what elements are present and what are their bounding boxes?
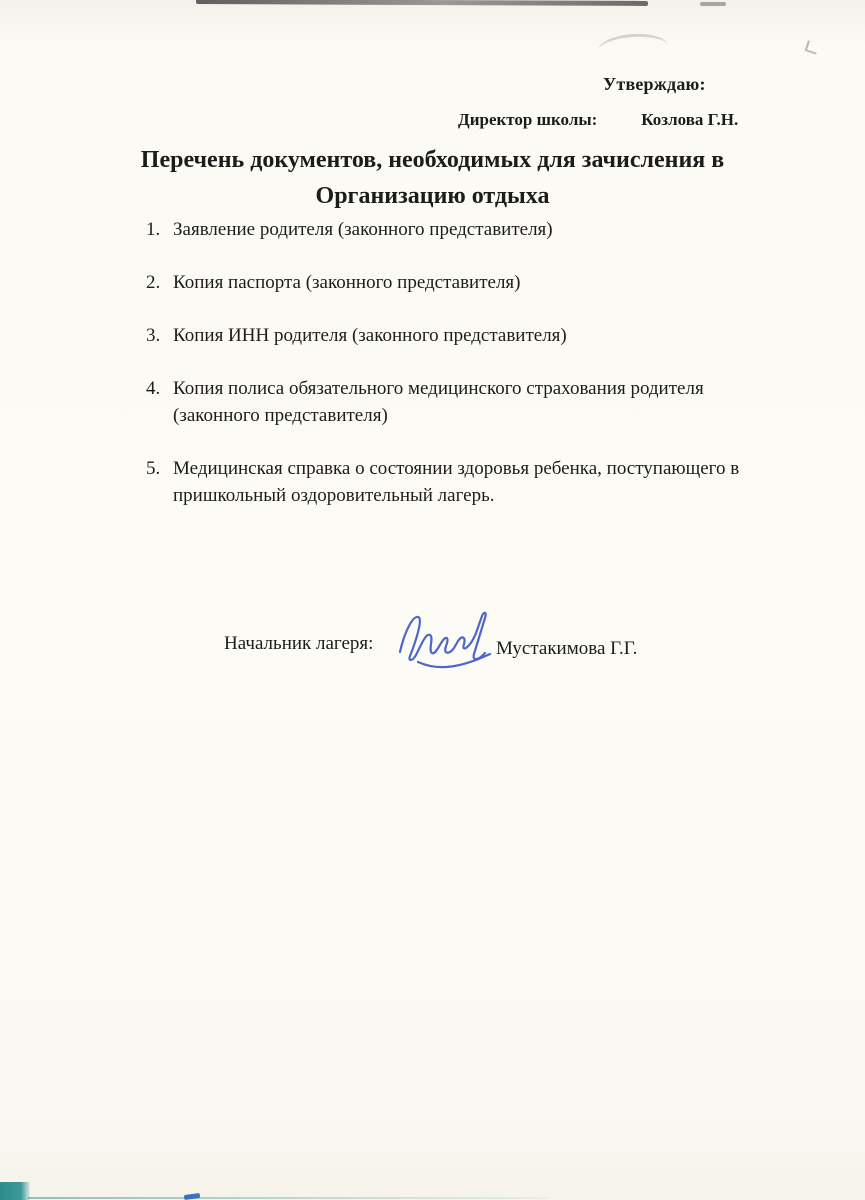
director-row [458, 110, 738, 130]
approval-label: Утверждаю: [603, 74, 706, 94]
scan-artifact-top-dot [700, 2, 726, 6]
chief-name: Мустакимова Г.Г. [496, 638, 638, 659]
director-name: Козлова Г.Н. [641, 110, 739, 129]
list-item-text: Копия полиса обязательного медицинского страхования родителя (законного представителя) [173, 378, 704, 426]
list-item-number: 3. [146, 325, 161, 346]
list-item-text: Копия ИНН родителя (законного представителя) [173, 325, 567, 346]
list-item-number: 1. [146, 219, 161, 240]
scan-artifact-bottom-line [28, 1197, 548, 1199]
list-item [146, 322, 786, 349]
director-label: Директор школы: [458, 110, 598, 129]
signature-row [224, 602, 704, 682]
list-item [146, 269, 786, 296]
scan-artifact-mark [805, 40, 820, 54]
scan-artifact-smudge [597, 32, 669, 66]
scan-artifact-top-line [196, 0, 648, 6]
documents-list [146, 216, 786, 535]
document-title [0, 142, 865, 214]
chief-label: Начальник лагеря: [224, 633, 374, 654]
list-item [146, 375, 786, 429]
list-item-number: 5. [146, 458, 161, 479]
handwritten-signature-icon [390, 604, 494, 676]
document-title-line2: Организацию отдыха [315, 183, 550, 209]
document-title-line1: Перечень документов, необходимых для зачисления в [140, 147, 725, 173]
list-item [146, 455, 786, 509]
list-item-number: 2. [146, 272, 161, 293]
scan-artifact-bottom-strip [0, 1182, 30, 1200]
list-item [146, 216, 786, 243]
list-item-text: Медицинская справка о состоянии здоровья ребенка, поступающего в пришкольный оздоровительный лагерь. [173, 458, 740, 506]
list-item-text: Копия паспорта (законного представителя) [173, 272, 521, 293]
list-item-text: Заявление родителя (законного представителя) [173, 219, 553, 240]
list-item-number: 4. [146, 378, 161, 399]
